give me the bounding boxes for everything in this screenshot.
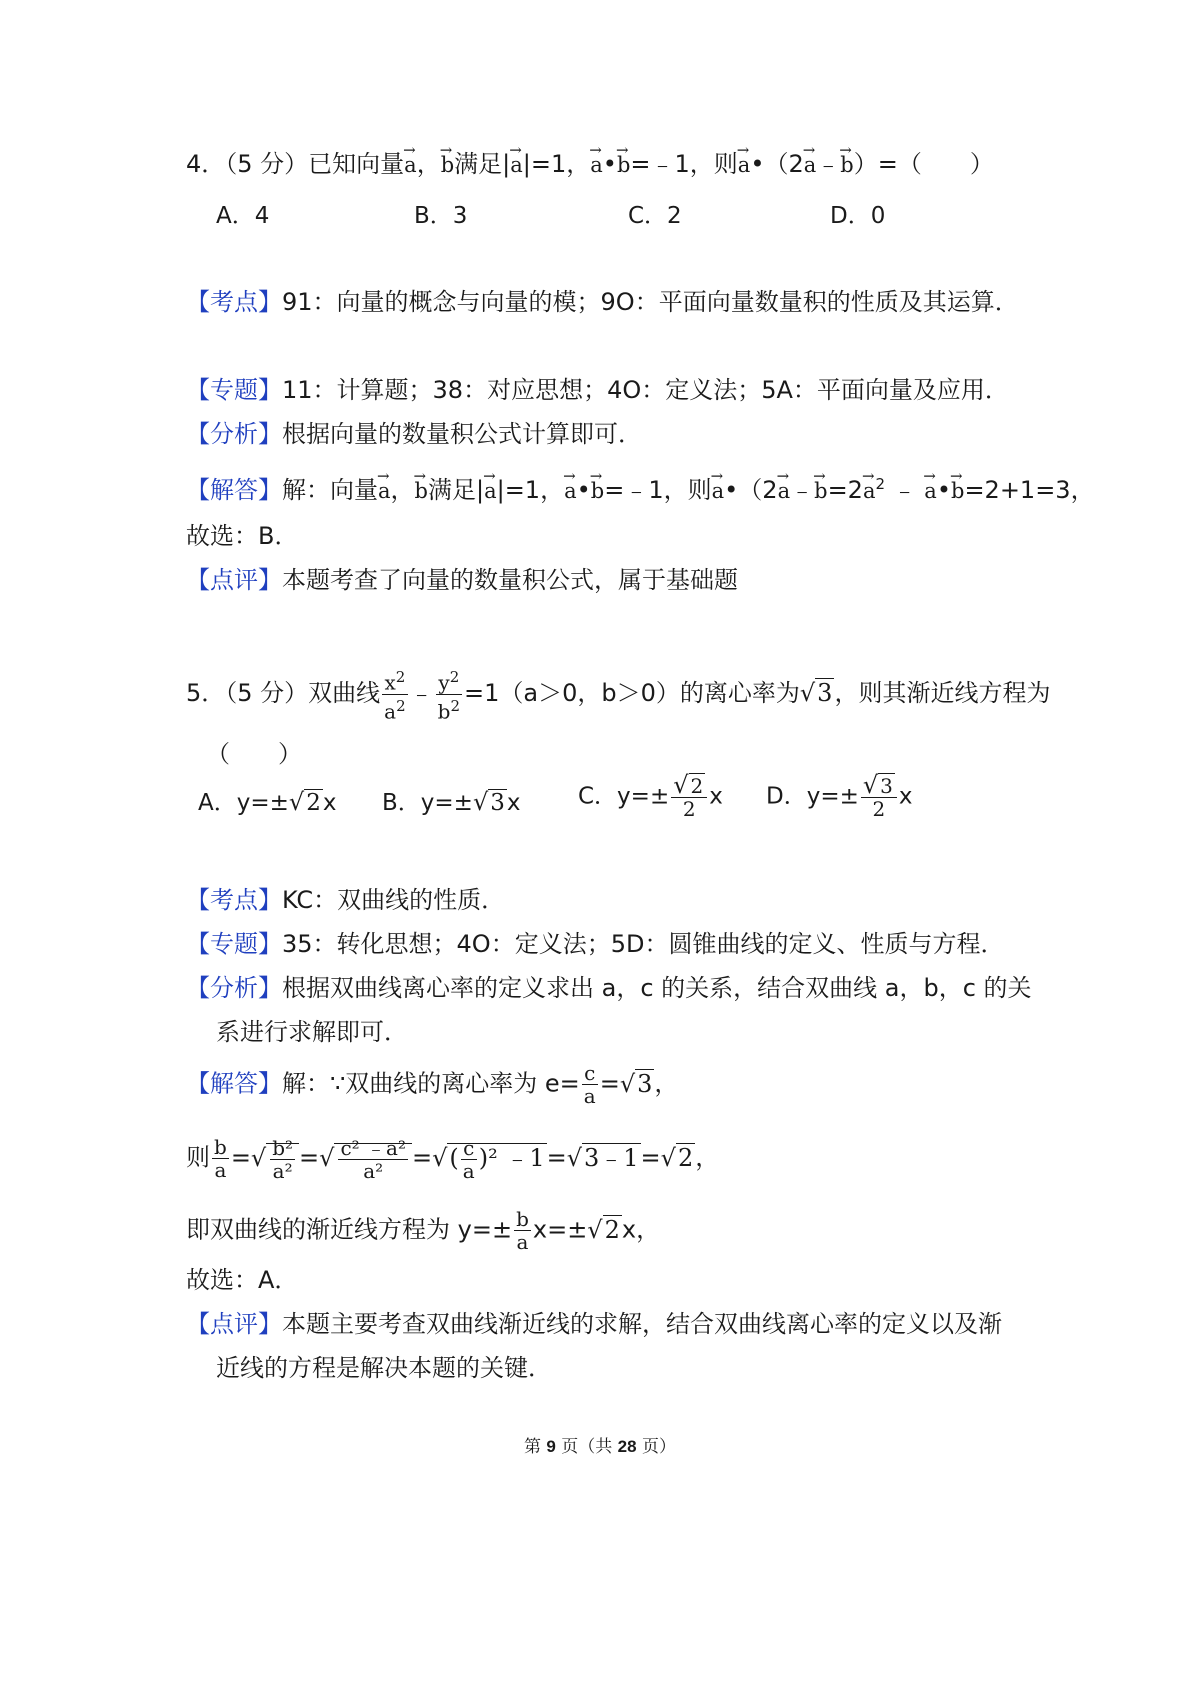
q4-option-d[interactable]: D．0 xyxy=(830,203,886,229)
vector-b: → b xyxy=(617,149,630,181)
dianping-tag: 【点评】 xyxy=(186,566,282,594)
vector-b: → b xyxy=(840,149,853,181)
kaodian-tag: 【考点】 xyxy=(186,288,282,316)
q4-stem: 4．（5 分）已知向量→ a，→ b满足|→ a|=1，→ a•→ b=﹣1，则→ a•（2→ a﹣→ b）=（ ） xyxy=(186,148,994,181)
sqrt-3: √3 xyxy=(799,679,833,708)
q5-fenxi-line2: 系进行求解即可． xyxy=(216,1018,408,1046)
q5-kaodian: 【考点】KC：双曲线的性质． xyxy=(186,886,506,914)
q5-option-c[interactable]: C．y=± $\frac{√ 2}{2}$ x xyxy=(578,771,723,821)
q4-option-c[interactable]: C．2 xyxy=(628,203,682,229)
vector-a: → a xyxy=(590,149,603,181)
q5-option-a[interactable]: A．y=±√2x xyxy=(198,788,337,816)
fraction-x2-a2: $\frac{x^2}{a^2}$ xyxy=(384,668,406,724)
q5-option-b[interactable]: B．y=±√3x xyxy=(382,788,521,816)
q4-jieda: 【解答】解：向量→ a，→ b满足|→ a|=1，→ a•→ b=﹣1，则→ a•（2→ a﹣→ $b=2\to a^2$ ﹣ → a•→ b=2+1=3， xyxy=(186,468,1095,507)
vector-a: → a xyxy=(510,149,523,181)
q5-dianping-line2: 近线的方程是解决本题的关键． xyxy=(216,1354,552,1382)
q5-guxuan: 故选：A． xyxy=(186,1266,299,1294)
q5-stem: 5．（5 分）双曲线 $\frac{x^2}{a^2}$ ﹣ $\frac{y^2}{b^2}$ =1（a＞0，b＞0）的离心率为√3，则其渐近线方程为 xyxy=(186,668,1051,724)
vector-a: → a xyxy=(804,149,817,181)
page-number: 9 xyxy=(546,1437,556,1456)
q5-answer-paren: （ ） xyxy=(206,740,302,768)
q5-jieda-line2: 则 $\frac{b}{a}$ =√ $\frac{\text{b²}}{\text{a²}}$ =√ $\frac{\text{c² ﹣a²}}{\text{a²}}$ =√( $\frac{c}{a}$ )² ﹣1=√3﹣1=√2， xyxy=(186,1135,720,1183)
q4-fenxi: 【分析】根据向量的数量积公式计算即可． xyxy=(186,420,642,448)
q5-fenxi-line1: 【分析】根据双曲线离心率的定义求出 a，c 的关系，结合双曲线 a，b，c 的关 xyxy=(186,974,1032,1002)
zhuanti-tag: 【专题】 xyxy=(186,376,282,404)
q4-option-b[interactable]: B．3 xyxy=(414,203,468,229)
fenxi-tag: 【分析】 xyxy=(186,420,282,448)
vector-a: → a xyxy=(738,149,751,181)
fraction-y2-b2: $\frac{y^2}{b^2}$ xyxy=(437,668,461,724)
q5-jieda-line1: 【解答】解：∵双曲线的离心率为 e= $\frac{c}{a}$ =√3， xyxy=(186,1061,679,1108)
jieda-tag: 【解答】 xyxy=(186,476,282,504)
q5-jieda-line3: 即双曲线的渐近线方程为 y=± $\frac{b}{a}$ x=±√2x， xyxy=(186,1207,661,1254)
q4-zhuanti: 【专题】11：计算题；38：对应思想；4O：定义法；5A：平面向量及应用． xyxy=(186,376,1009,404)
vector-a: → a xyxy=(404,149,417,181)
vector-b: → b xyxy=(441,149,454,181)
q5-option-d[interactable]: D．y=± $\frac{√ 3}{2}$ x xyxy=(766,771,913,821)
page-total: 28 xyxy=(617,1437,637,1456)
q4-dianping: 【点评】本题考查了向量的数量积公式，属于基础题 xyxy=(186,566,738,594)
page-footer: 第 9 页（共 28 页） xyxy=(523,1437,676,1457)
q4-guxuan: 故选：B． xyxy=(186,522,299,550)
q4-option-a[interactable]: A．4 xyxy=(216,203,270,229)
q4-kaodian: 【考点】91：向量的概念与向量的模；9O：平面向量数量积的性质及其运算． xyxy=(186,288,1019,316)
q5-zhuanti: 【专题】35：转化思想；4O：定义法；5D：圆锥曲线的定义、性质与方程． xyxy=(186,930,1005,958)
q5-dianping-line1: 【点评】本题主要考查双曲线渐近线的求解，结合双曲线离心率的定义以及渐 xyxy=(186,1310,1002,1338)
